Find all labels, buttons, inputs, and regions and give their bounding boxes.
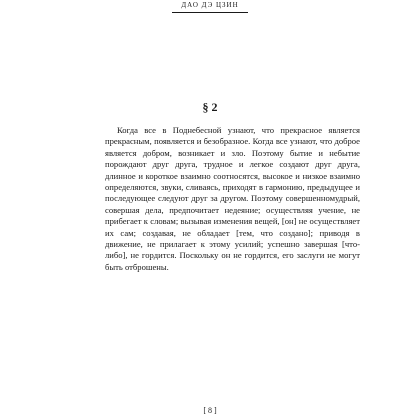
section-heading: § 2	[202, 100, 218, 114]
body-paragraph: Когда все в Поднебесной узнают, что прекрасное является прекрасным, появляется и безобразное. Когда все узнают, что доброе является добром, возникает и зло. Поэтому бытие и небытие порождают друг друга, трудное и легкое создают друг друга, длинное и короткое взаимно соотносятся, высокое и низкое взаимно определяются, звуки, сливаясь, приходят в гармонию, предыдущее и последующее следуют друг за другом. Поэтому совершенномудрый, совершая дела, предпочитает недеяние; осуществляя учение, не прибегает к словам; вызывая изменения вещей, [он] не осуществляет их сам; создавая, не обладает [тем, что создано]; приводя в движение, не прилагает к этому усилий; успешно завершая [что-либо], не гордится. Поскольку он не гордится, его заслуги не могут быть отброшены.	[105, 125, 360, 272]
header-rule	[172, 12, 248, 13]
running-header: ДАО ДЭ ЦЗИН	[181, 1, 239, 9]
page-number: [ 8 ]	[203, 406, 217, 415]
